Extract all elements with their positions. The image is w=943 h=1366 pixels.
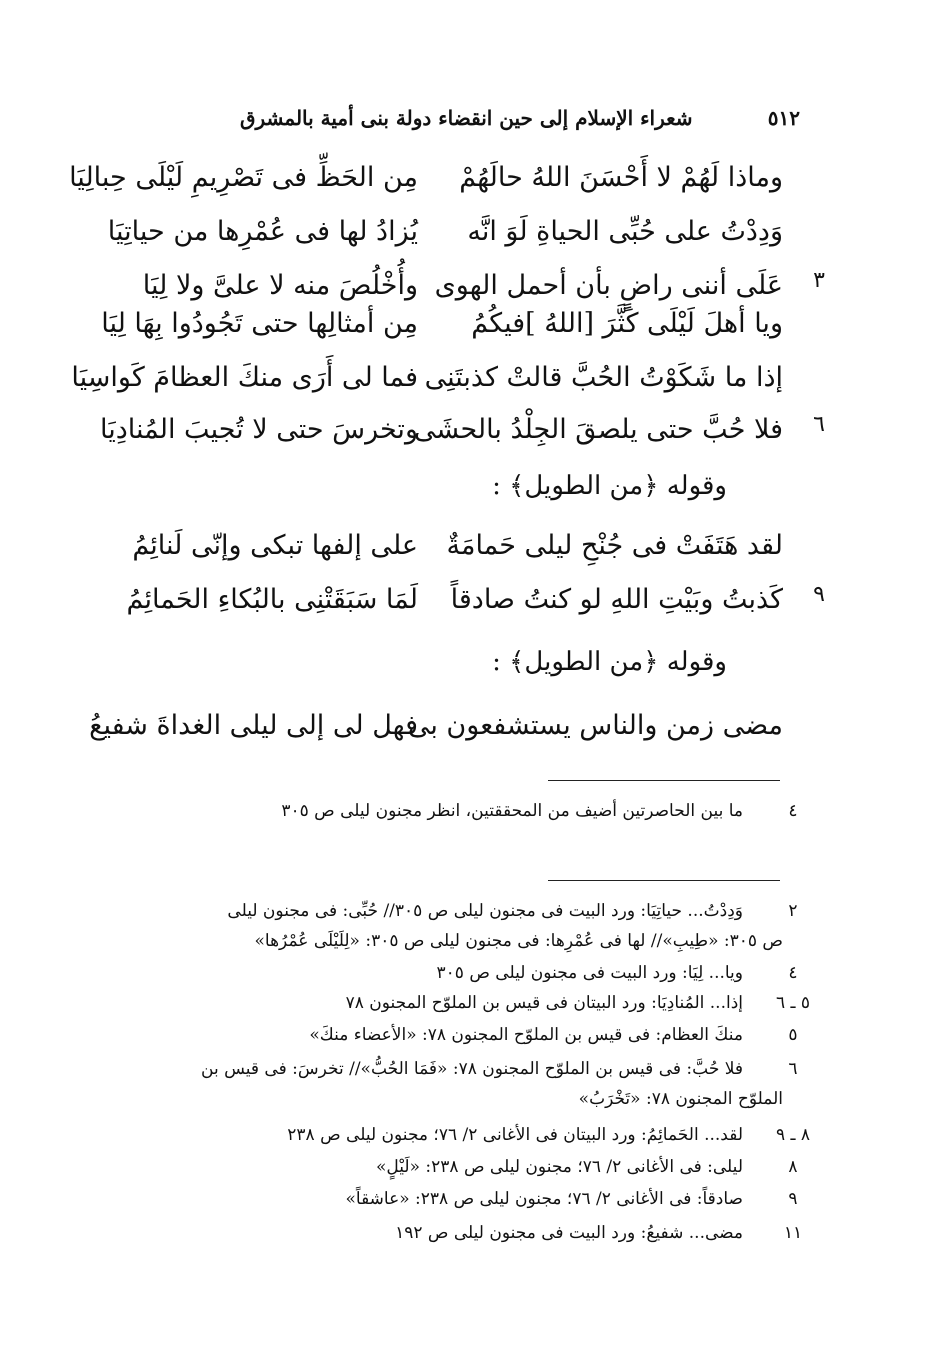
verse-second-hemistich: لَمَا سَبَقَتْنِى بالبُكاءِ الحَمائِمُ xyxy=(126,584,418,615)
verse-first-hemistich: لقد هَتَفَتْ فى جُنْحِ ليلى حَمامَةٌ xyxy=(446,530,783,561)
note-text: لقد... الحَمائِمُ: ورد البيتان فى الأغانى ٢/ ٧٦؛ مجنون ليلى ص ٢٣٨ xyxy=(287,1125,743,1145)
verse-second-hemistich: وأُخْلُصَ منه لا علىَّ ولا لِيَا xyxy=(142,270,418,301)
note-line-number: ٨ xyxy=(788,1157,798,1177)
verse-first-hemistich: وَدِدْتُ على حُبِّى الحياةِ لَوَ انَّه xyxy=(467,216,783,247)
verse-line xyxy=(0,156,943,200)
note-text: صادقاً: فى الأغانى ٢/ ٧٦؛ مجنون ليلى ص ٢٣٨: «عاشقاً» xyxy=(345,1189,743,1209)
verse-first-hemistich: وماذا لَهُمْ لا أَحْسَنَ اللهُ حالَهُمْ xyxy=(459,162,783,193)
note-text: ويا... لِيَا: ورد البيت فى مجنون ليلى ص ٣٠٥ xyxy=(436,963,743,983)
note-line-number: ١١ xyxy=(783,1223,803,1243)
poem-intro: وقوله ﴿من الطويل﴾ : xyxy=(492,471,727,501)
verse-first-hemistich: إذا ما شَكَوْتُ الحُبَّ قالتْ كذبتَنِى xyxy=(424,362,783,393)
note-text: وَدِدْتُ... حياتِيَا: ورد البيت فى مجنون ليلى ص ٣٠٥// حُبِّى: فى مجنون ليلى xyxy=(227,901,743,921)
verse-second-hemistich: فما لى أَرَى منكَ العظامَ كَواسِيَا xyxy=(71,362,418,393)
verse-first-hemistich: ويا أهلَ لَيْلَى كَثَّرَ [اللهُ ]فيكُمُ xyxy=(471,308,783,339)
page-number: ٥١٢ xyxy=(767,106,800,130)
note-text: مضى... شفيعُ: ورد البيت فى مجنون ليلى ص ١٩٢ xyxy=(395,1223,743,1243)
note-text: منكَ العظام: فى قيس بن الملوّح المجنون ٧٨: «الأعضاء منكَ» xyxy=(309,1025,743,1045)
note-line-number: ٤ xyxy=(788,963,798,983)
footnote-divider xyxy=(548,780,780,781)
poem-intro: وقوله ﴿من الطويل﴾ : xyxy=(492,647,727,677)
verse-second-hemistich: على إلفها تبكى وإنّى لَنائِمُ xyxy=(132,530,418,561)
verse-second-hemistich: مِن أمثالِها حتى تَجُودُوا بِهَا لِيَا xyxy=(101,308,418,339)
verse-line xyxy=(0,408,943,452)
verse-line xyxy=(0,356,943,400)
verse-first-hemistich: عَلَى أننى راضٍ بأن أحمل الهوى xyxy=(434,270,783,301)
verse-line xyxy=(0,210,943,254)
note-line-number: ٥ xyxy=(788,1025,798,1045)
apparatus-divider xyxy=(548,880,780,881)
footnote-text: ما بين الحاصرتين أضيف من المحققتين، انظر مجنون ليلى ص ٣٠٥ xyxy=(281,801,743,821)
page-header xyxy=(240,100,800,136)
verse-second-hemistich: فهل لى إلى ليلى الغداةَ شفيعُ xyxy=(89,710,418,741)
note-text: فلا حُبَّ: فى قيس بن الملوّح المجنون ٧٨: «فَمَا الحُبُّ»// تخرسَ: فى قيس بن xyxy=(201,1059,743,1079)
note-text: ليلى: فى الأغانى ٢/ ٧٦؛ مجنون ليلى ص ٢٣٨: «لَيْلٍ» xyxy=(376,1157,743,1177)
verse-line xyxy=(0,704,943,748)
note-line-number: ٨ ـ ٩ xyxy=(775,1125,811,1145)
verse-first-hemistich: مضى زمن والناس يستشفعون بى xyxy=(407,710,783,741)
note-line-number: ٢ xyxy=(788,901,798,921)
note-text: إذا... المُنادِيَا: ورد البيتان فى قيس بن الملوّح المجنون ٧٨ xyxy=(345,993,743,1013)
verse-first-hemistich: فلا حُبَّ حتى يلصقَ الجِلْدُ بالحشَى xyxy=(413,414,783,445)
verse-second-hemistich: وتخرسَ حتى لا تُجيبَ المُنادِيَا xyxy=(100,414,418,445)
verse-number: ٩ xyxy=(813,582,825,607)
verse-number: ٣ xyxy=(813,268,825,293)
note-continuation: الملوّح المجنون ٧٨: «تَخْرَبُ» xyxy=(578,1089,783,1109)
footnote-number: ٤ xyxy=(788,801,798,821)
note-continuation: ص ٣٠٥: «طِيبِ»// لها فى عُمْرِها: فى مجنون ليلى ص ٣٠٥: «لِلَيْلَى عُمْرُها» xyxy=(254,931,783,951)
verse-second-hemistich: يُزادُ لها فى عُمْرِها من حياتِيَا xyxy=(107,216,418,247)
note-line-number: ٥ ـ ٦ xyxy=(775,993,811,1013)
verse-line xyxy=(0,578,943,622)
verse-number: ٦ xyxy=(813,412,825,437)
verse-line xyxy=(0,302,943,346)
running-title: شعراء الإسلام إلى حين انقضاء دولة بنى أمية بالمشرق xyxy=(240,106,693,130)
verse-first-hemistich: كَذبتُ وبَيْتِ اللهِ لو كنتُ صادقاً xyxy=(450,584,783,615)
verse-second-hemistich: مِن الحَظِّ فى تَصْرِيمِ لَيْلَى حِبالِيَا xyxy=(69,162,418,193)
note-line-number: ٦ xyxy=(788,1059,798,1079)
verse-line xyxy=(0,524,943,568)
note-line-number: ٩ xyxy=(788,1189,798,1209)
